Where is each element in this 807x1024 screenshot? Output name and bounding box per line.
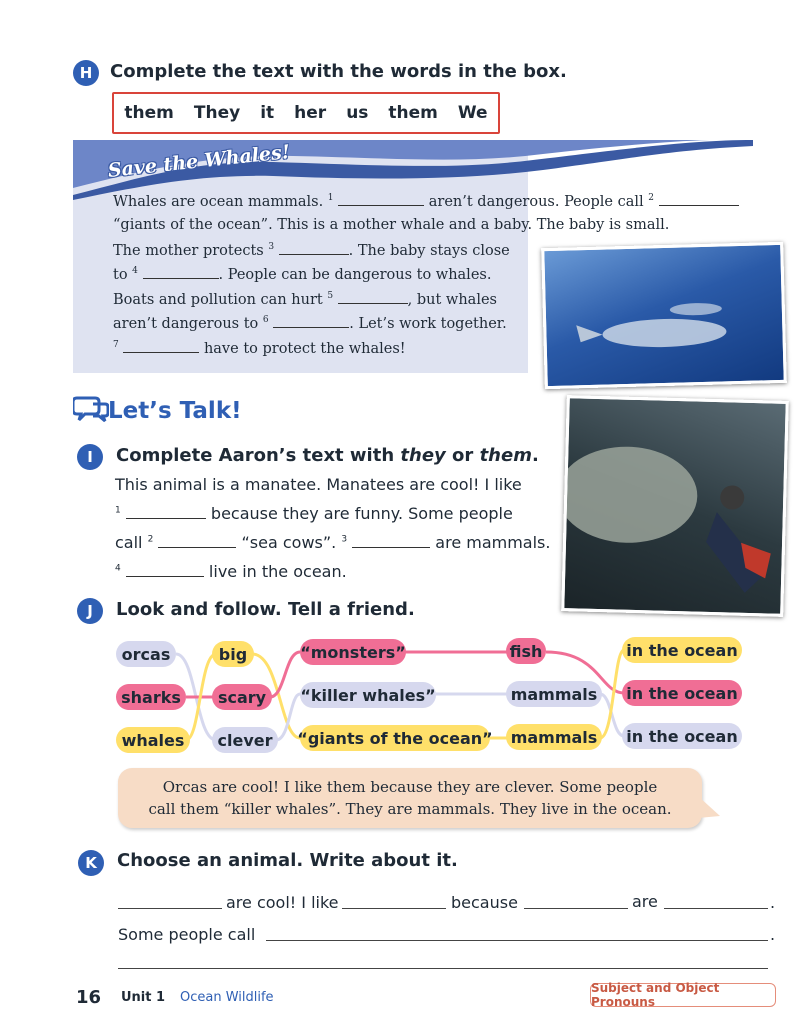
- blank-i4[interactable]: [126, 564, 204, 577]
- section-j-heading: Look and follow. Tell a friend.: [116, 599, 415, 620]
- word-box: [112, 92, 500, 134]
- word-box-item: We: [457, 103, 488, 123]
- blank-6[interactable]: [273, 315, 349, 328]
- story-line-2: “giants of the ocean”. This is a mother whale and a baby. The baby is small.: [113, 217, 670, 233]
- pill-orcas[interactable]: orcas: [116, 641, 176, 667]
- word-box-item: her: [294, 103, 327, 123]
- blank-i3[interactable]: [352, 535, 430, 548]
- pill-fish[interactable]: fish: [506, 638, 546, 664]
- blank-i1[interactable]: [126, 506, 206, 519]
- manatee-photo: [561, 395, 789, 617]
- pill-killer-whales[interactable]: “killer whales”: [300, 682, 436, 708]
- pill-ocean-2[interactable]: in the ocean: [622, 680, 742, 706]
- unit-label: Unit 1: [121, 990, 166, 1005]
- pill-mammals-1[interactable]: mammals: [506, 681, 602, 707]
- story-line-3: The mother protects $^3$ . The baby stays close: [113, 242, 510, 259]
- pill-ocean-1[interactable]: in the ocean: [622, 637, 742, 663]
- section-h-heading: Complete the text with the words in the box.: [110, 61, 567, 82]
- blank-i2[interactable]: [158, 535, 236, 548]
- write-line-5[interactable]: [266, 939, 768, 941]
- aaron-line-1: This animal is a manatee. Manatees are cool! I like: [115, 475, 522, 494]
- pill-mammals-2[interactable]: mammals: [506, 724, 602, 750]
- story-line-4: to $^4$ . People can be dangerous to whales.: [113, 266, 492, 283]
- grammar-badge: Subject and Object Pronouns: [590, 983, 776, 1007]
- blank-1[interactable]: [338, 193, 424, 206]
- pill-giants[interactable]: “giants of the ocean”: [300, 725, 490, 751]
- pill-whales[interactable]: whales: [116, 727, 190, 753]
- k-dot-2: .: [770, 925, 776, 944]
- blank-5[interactable]: [338, 291, 408, 304]
- k-some-people: Some people call: [118, 925, 256, 944]
- pill-big[interactable]: big: [212, 641, 254, 667]
- aaron-line-4: $^4$ live in the ocean.: [115, 562, 347, 581]
- section-h-badge: H: [73, 60, 99, 86]
- section-k-badge: K: [78, 850, 104, 876]
- word-box-item: it: [260, 103, 275, 123]
- aaron-line-2: $^1$ because they are funny. Some people: [115, 504, 513, 523]
- page-number: 16: [76, 987, 102, 1008]
- pill-clever[interactable]: clever: [212, 727, 278, 753]
- k-dot-1: .: [770, 893, 776, 912]
- blank-4[interactable]: [143, 266, 219, 279]
- lets-talk-title: Let’s Talk!: [108, 398, 242, 424]
- word-box-item: They: [193, 103, 241, 123]
- k-because: because: [451, 893, 518, 912]
- speech-bubbles-icon: [73, 394, 109, 424]
- k-are: are: [632, 892, 658, 911]
- pill-monsters[interactable]: “monsters”: [300, 639, 406, 665]
- blank-2[interactable]: [659, 193, 739, 206]
- word-box-item: them: [124, 103, 174, 123]
- blank-7[interactable]: [123, 340, 199, 353]
- write-line-1[interactable]: [118, 907, 222, 909]
- section-k-heading: Choose an animal. Write about it.: [117, 850, 458, 871]
- unit-topic: Ocean Wildlife: [180, 990, 274, 1005]
- word-box-item: us: [346, 103, 369, 123]
- speech-line-2: call them “killer whales”. They are mammals. They live in the ocean.: [148, 800, 672, 818]
- story-line-5: Boats and pollution can hurt $^5$ , but whales: [113, 291, 497, 308]
- story-line-1: Whales are ocean mammals. $^1$ aren’t dangerous. People call $^2$: [113, 193, 739, 210]
- write-line-3[interactable]: [524, 907, 628, 909]
- story-title: Save the Whales!: [106, 140, 292, 182]
- whale-photo: [541, 242, 787, 389]
- speech-tail: [698, 796, 722, 822]
- aaron-line-3: call $^2$ “sea cows”. $^3$ are mammals.: [115, 533, 551, 552]
- section-i-badge: I: [77, 444, 103, 470]
- pill-scary[interactable]: scary: [212, 684, 272, 710]
- whale-illustration: [544, 245, 783, 386]
- section-i-heading: Complete Aaron’s text with they or them.: [116, 445, 539, 466]
- speech-line-1: Orcas are cool! I like them because they are clever. Some people: [162, 778, 658, 796]
- write-line-6[interactable]: [118, 967, 768, 969]
- write-line-4[interactable]: [664, 907, 768, 909]
- word-box-item: them: [388, 103, 438, 123]
- blank-3[interactable]: [279, 242, 349, 255]
- write-line-2[interactable]: [342, 907, 446, 909]
- example-speech-bubble: [118, 768, 702, 828]
- story-line-7: $^7$ have to protect the whales!: [113, 340, 406, 357]
- story-line-6: aren’t dangerous to $^6$ . Let’s work together.: [113, 315, 507, 332]
- pill-sharks[interactable]: sharks: [116, 684, 186, 710]
- k-cool: are cool! I like: [226, 893, 339, 912]
- section-j-badge: J: [77, 598, 103, 624]
- pill-ocean-3[interactable]: in the ocean: [622, 723, 742, 749]
- manatee-illustration: [564, 398, 785, 614]
